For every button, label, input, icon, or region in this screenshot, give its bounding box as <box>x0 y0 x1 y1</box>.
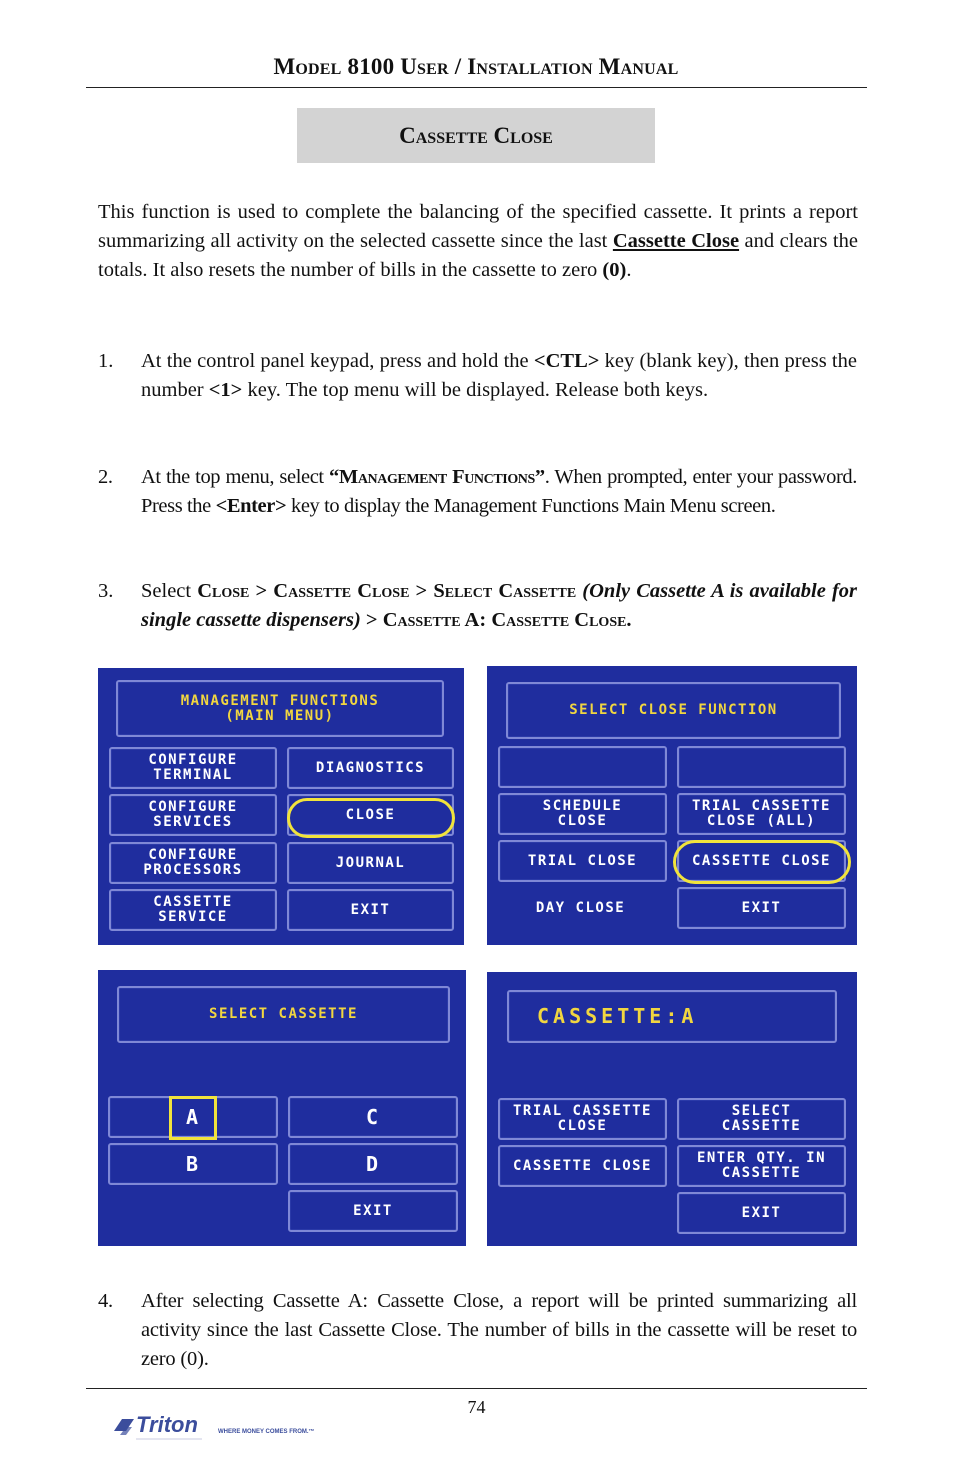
trial-close-button[interactable]: TRIAL CLOSE <box>498 840 667 882</box>
close-button[interactable]: CLOSE <box>287 794 454 836</box>
step-number: 4. <box>98 1290 113 1312</box>
section-title: Cassette Close <box>297 108 655 163</box>
journal-button[interactable]: JOURNAL <box>287 842 454 884</box>
screen-title: SELECT CLOSE FUNCTION <box>506 682 841 739</box>
highlight-ring <box>673 840 851 884</box>
exit-button[interactable]: EXIT <box>287 889 454 931</box>
cassette-b-button[interactable]: B <box>108 1143 278 1185</box>
screen-title: CASSETTE:A <box>507 990 837 1043</box>
screen-title: SELECT CASSETTE <box>117 986 450 1043</box>
step-text: At the control panel keypad, press and hold the <box>141 350 534 372</box>
step-text: key to display the Management Functions Main Menu screen. <box>286 495 776 517</box>
blank-button-left[interactable] <box>498 746 667 788</box>
enter-qty-button[interactable]: ENTER QTY. IN CASSETTE <box>677 1145 846 1187</box>
triton-logo-mark-icon <box>112 1405 327 1449</box>
screen-title: MANAGEMENT FUNCTIONS (MAIN MENU) <box>116 680 444 737</box>
configure-terminal-button[interactable]: CONFIGURE TERMINAL <box>109 747 277 789</box>
page-header-title: Model 8100 User / Installation Manual <box>273 54 679 79</box>
cassette-service-button[interactable]: CASSETTE SERVICE <box>109 889 277 931</box>
intro-term: Cassette Close <box>612 230 740 252</box>
step-text: After selecting Cassette A: Cassette Close, a report will be printed summarizing all activity since the last Cassette Close. The number of bills in the cassette will be reset to zero (0). <box>141 1290 857 1370</box>
menu-path-end: > Cassette A: Cassette Close. <box>360 609 632 631</box>
highlight-box <box>169 1096 217 1140</box>
diagnostics-button[interactable]: DIAGNOSTICS <box>287 747 454 789</box>
step-text: . When prompted, enter your password. Press the <box>141 466 857 517</box>
header-rule <box>86 87 867 88</box>
step-number: 1. <box>98 350 114 372</box>
day-close-button[interactable]: DAY CLOSE <box>535 900 626 916</box>
cassette-d-button[interactable]: D <box>288 1143 458 1185</box>
trial-cassette-close-button[interactable]: TRIAL CASSETTE CLOSE <box>498 1098 667 1140</box>
schedule-close-button[interactable]: SCHEDULE CLOSE <box>498 793 667 835</box>
configure-services-button[interactable]: CONFIGURE SERVICES <box>109 794 277 836</box>
step-text: Select <box>141 580 198 602</box>
intro-text-2: and clears the totals. It also resets the number of bills in the cassette to zero <box>98 230 858 281</box>
footer-rule <box>86 1388 867 1389</box>
screen-select-cassette <box>98 970 466 1246</box>
exit-button[interactable]: EXIT <box>677 887 846 929</box>
screen-select-close-function <box>487 666 857 945</box>
exit-button[interactable]: EXIT <box>677 1192 846 1234</box>
cassette-c-button[interactable]: C <box>288 1096 458 1138</box>
menu-term: “Management Functions” <box>329 466 545 488</box>
intro-zero: (0) <box>602 259 627 281</box>
triton-logo <box>112 1405 327 1449</box>
step-text: key. The top menu will be displayed. Release both keys. <box>242 379 709 401</box>
select-cassette-button[interactable]: SELECT CASSETTE <box>677 1098 846 1140</box>
key-ctl: <CTL> <box>533 350 600 372</box>
menu-path: Close > Cassette Close > Select Cassette <box>197 580 577 602</box>
step-number: 3. <box>98 580 114 602</box>
intro-paragraph <box>98 198 858 285</box>
step-number: 2. <box>98 466 113 488</box>
step-text: At the top menu, select <box>141 466 330 488</box>
step-note: (Only Cassette A is available for single cassette dispensers) <box>141 580 857 631</box>
step-text: key (blank key), then press the number <box>141 350 857 401</box>
exit-button[interactable]: EXIT <box>288 1190 458 1232</box>
key-1: <1> <box>208 379 243 401</box>
page-number: 74 <box>467 1397 486 1417</box>
intro-text-3: . <box>626 259 632 281</box>
cassette-close-button[interactable]: CASSETTE CLOSE <box>498 1145 667 1187</box>
screen-cassette-a <box>487 972 857 1246</box>
highlight-ring <box>287 798 455 838</box>
blank-button-right[interactable] <box>677 746 846 788</box>
configure-processors-button[interactable]: CONFIGURE PROCESSORS <box>109 842 277 884</box>
intro-text-1: This function is used to complete the balancing of the specified cassette. It prints a report summarizing all activity on the selected cassette since the last <box>98 201 858 252</box>
key-enter: <Enter> <box>215 495 287 517</box>
cassette-a-button[interactable]: A <box>108 1096 278 1138</box>
trial-cassette-close-all-button[interactable]: TRIAL CASSETTE CLOSE (ALL) <box>677 793 846 835</box>
logo-tagline: WHERE MONEY COMES FROM.™ <box>218 1429 315 1435</box>
logo-text: Triton <box>136 1412 198 1437</box>
screen-management-functions <box>98 668 464 945</box>
cassette-close-button[interactable]: CASSETTE CLOSE <box>677 840 846 882</box>
